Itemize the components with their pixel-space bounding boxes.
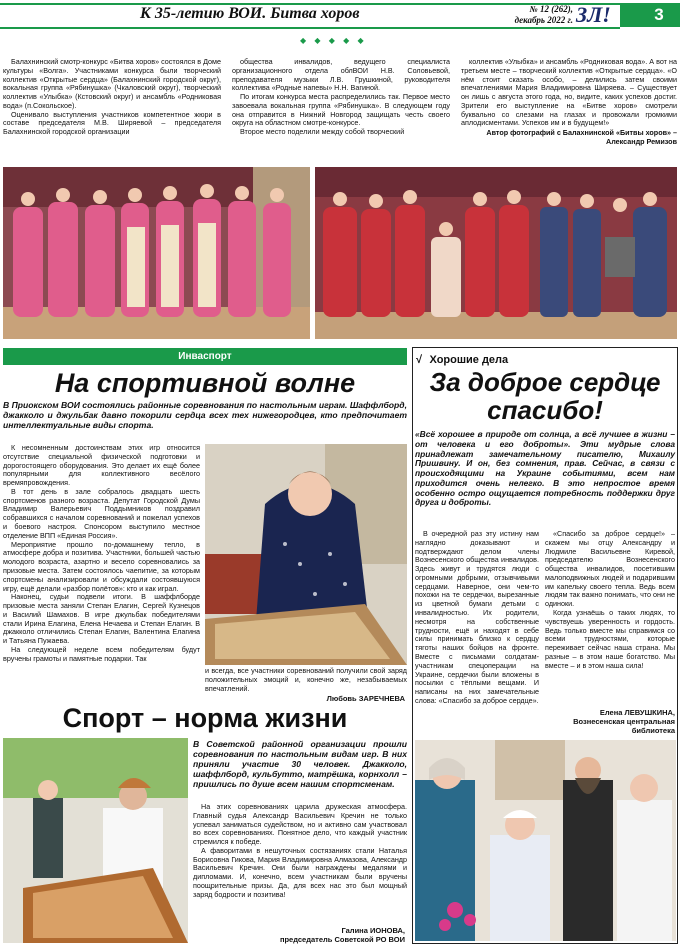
top-article-col1: [3, 58, 221, 137]
good-heart-author: Елена ЛЕВУШКИНА,: [599, 708, 675, 717]
paragraph: По итогам конкурса места распределились так. Первое место завоевала вокальная группа «Рябинушка». В следующем году она отправится в Нижний Новгород защищать честь своего округа на областном смотре-конкурсе.: [232, 92, 450, 128]
sport-life-author-role: председатель Советской РО ВОИ: [279, 935, 405, 944]
sport-wave-lead: В Приокском ВОИ состоялись районные соревнования по настольным играм. Шаффлборд, джакколо и джульбак давно покорили сердца всех тех нижегородцев, кто предпочитает интеллектуальные виды спорта.: [3, 400, 407, 431]
games-photo: [3, 738, 188, 943]
sport-wave-text: [3, 444, 200, 664]
page-number: 3: [654, 5, 664, 24]
visit-photo: [415, 740, 676, 941]
top-article-col3: [461, 58, 677, 147]
choir-photo-left-image: [3, 167, 310, 339]
sport-wave-photo-caption: и всегда, все участники соревнований получили свой заряд положительных эмоций и, конечно же, незабываемых впечатлений.: [205, 666, 407, 693]
header-ornament: ◆ ◆ ◆ ◆ ◆: [300, 36, 367, 45]
paragraph: Мероприятие прошло по-домашнему тепло, в атмосфере добра и позитива. Участники, большей частью молодого возраста, азартно и весело соревновались за призовые места. Затем состоялось чаепитие, за которым спортсмены анализировали и обсуждали состоявшуюся игру, ещё делали «разбор полётов»: кто и как играл.: [3, 539, 200, 593]
good-heart-col2: [545, 530, 675, 671]
page-number-box: [620, 3, 680, 27]
rubric-title: К 35-летию ВОИ. Битва хоров: [140, 5, 360, 22]
page-header: [0, 0, 680, 45]
shuffleboard-photo-image: [205, 444, 407, 665]
choir-photo-left: [3, 167, 310, 339]
good-heart-rubric: Хорошие дела: [429, 354, 509, 366]
paragraph: В очередной раз эту истину нам наглядно доказывают и подтверждают делом члены Вознесенского общества инвалидов. Здесь живут и трудятся люди с огромными добрыми, отзывчивыми сердцами. Наверное, они чем-то похожи на те сердечки, вырезанные из цветной бумаги детьми с инвалидностью. Их родители, несмотря на собственные трудности, ещё и находят в себе силы принимать близко к сердцу тяготы наших бойцов на фронте. Вместе с письмами солдатам-участникам спецоперации на Украине, сердечки были вложены в посылки с тёплыми вещами. И написаны на них замечательные слова: «Спасибо за доброе сердце».: [415, 529, 539, 705]
paragraph: К несомненным достоинствам этих игр относится отсутствие специальной физической подготовки и дорогостоящего оборудования. Это делает их ещё более популярными для коллективного весёлого времяпровождения.: [3, 443, 200, 488]
top-article-col2: [232, 58, 450, 137]
paragraph: Наконец, судьи подвели итоги. В шаффлборде призовые места заняли Степан Елагин, Сергей Кузнецов и Василий Шамахов. В игре джульбак победителями стали Ирина Елагина, Елена Нечаева и Степан Елагин. В джакколо отличились Степан Елагин, Валентина Елагина и Татьяна Пужаева.: [3, 592, 200, 646]
paragraph: «Спасибо за доброе сердце!» – скажем мы отцу Александру и Людмиле Васильевне Киревой, председателю Вознесенского общества инвалидов, посетившим малоподвижных людей и подарившим им капельку своего тепла. Ведь всем людям так важно понимать, что они не одиноки.: [545, 529, 675, 609]
issue-number: № 12 (262),: [529, 4, 573, 14]
choir-photo-right: [315, 167, 677, 339]
good-heart-col1: [415, 530, 539, 706]
paragraph: общества инвалидов, ведущего специалиста организационного отдела облВОИ Н.В. Соловьевой, преподавателя музыки Л.В. Грушкиной, руководителя коллектива «Родные напевы» Н.Н. Вагиной.: [232, 57, 450, 93]
paragraph: На этих соревнованиях царила дружеская атмосфера. Главный судья Александр Васильевич Кречин не только успевал заниматься судейством, но и активно сам участвовал во всех соревнованиях. Понятное дело, что каждый участник стремился к победе.: [193, 802, 407, 847]
paragraph: Когда узнаёшь о таких людях, то чувствуешь уверенность и гордость. Ведь только вместе мы справимся со всеми трудностями, которые переживает сейчас наша страна. Мы разные – в этом наше богатство. Мы вместе – и в этом наша сила!: [545, 608, 675, 670]
sport-wave-author: Любовь ЗАРЕЧНЕВА: [326, 694, 405, 703]
sport-life-lead: В Советской районной организации прошли соревнования по настольным видам игр. В них приняли участие 30 человек. Джакколо, шаффлборд, кульбутто, матрёшка, корнхолл – пришлись по душе всем нашим спортсменам.: [193, 739, 407, 789]
sport-wave-rubric: Инваспорт: [178, 351, 232, 362]
games-photo-image: [3, 738, 188, 943]
sport-life-text: [193, 803, 407, 900]
photo-credit: Автор фотографий с Балахнинской «Битвы хоров» – Александр Ремизов: [486, 128, 677, 147]
visit-photo-image: [415, 740, 676, 941]
good-heart-rubric-row: [416, 350, 674, 364]
sport-wave-title: На спортивной волне: [54, 368, 356, 398]
paragraph: В тот день в зале собралось двадцать шесть спортсменов разного возраста. Депутат Городской Думы Владимир Валерьевич Поддымников поздравил собравшихся с началом соревнований и пожелал успехов и боевого настроя. Спонсором выступило местное отделение ВПП «Единая Россия».: [3, 486, 200, 540]
paragraph: коллектив «Улыбка» и ансамбль «Родниковая вода». А вот на третьем месте – творческий коллектив «Открытые сердца». «О нём стоит сказать особо, – делились затем своими впечатлениями Мария Владимировна Ширяева. – Существует он лишь с августа этого года, но, видите, каких успехов достиг. Зрители его выступление на «Битве хоров» смотрели буквально со слезами на глазах и провожали громкими аплодисментами. Успехов им и в будущем!»: [461, 57, 677, 128]
sport-wave-rubric-bar: [3, 348, 407, 365]
newspaper-logo: ЗЛ!: [576, 2, 611, 27]
choir-photo-right-image: [315, 167, 677, 339]
sport-life-author: Галина ИОНОВА,: [341, 926, 405, 935]
good-heart-author-role: Вознесенская центральная библиотека: [573, 717, 675, 735]
good-heart-lead: «Всё хорошее в природе от солнца, а всё лучшее в жизни – от человека и его доброты». Эти мудрые слова принадлежат замечательному писателю, Михаилу Пришвину. И он, без сомнения, прав. Сейчас, в связи с происходящими на Украине событиями, всем нам приходится очень нелегко. В это непростое время особенно остро ощущается потребность поддержки друг друга и доброты.: [415, 429, 675, 508]
good-heart-title: За доброе сердце спасибо!: [429, 367, 661, 425]
paragraph: Балахнинский смотр-конкурс «Битва хоров» состоялся в Доме культуры «Волга». Участниками конкурса были творческий коллектив «Открытые сердца» (Балахнинский городской округ), вокальная группа «Рябинушка» (Чкаловский округ), творческий коллектив «Улыбка» (Кстовский округ) и ансамбль «Родниковая вода» (п.Сокольское).: [3, 57, 221, 110]
shuffleboard-photo: [205, 444, 407, 665]
checkmark-icon: √: [416, 354, 423, 366]
issue-date: декабрь 2022 г.: [514, 15, 573, 25]
sport-life-title: Спорт – норма жизни: [62, 703, 348, 733]
paragraph: На следующей неделе всем победителям будут вручены грамоты и памятные подарки. Так: [3, 644, 200, 663]
paragraph: А фаворитами в нешуточных состязаниях стали Наталья Борисовна Гикова, Мария Владимировна Алмазова, Александр Васильевич Кречин. Они были награждены медалями и дипломами. И, конечно, всем участникам были вручены поощрительные призы. Да, для всех нас это был мощный заряд бодрости и позитива!: [193, 845, 407, 899]
paragraph: Второе место поделили между собой творческий: [240, 127, 405, 137]
paragraph: Оценивало выступления участников компетентное жюри в составе председателя М.В. Ширяевой – председателя Балахнинской городской организации: [3, 109, 221, 137]
